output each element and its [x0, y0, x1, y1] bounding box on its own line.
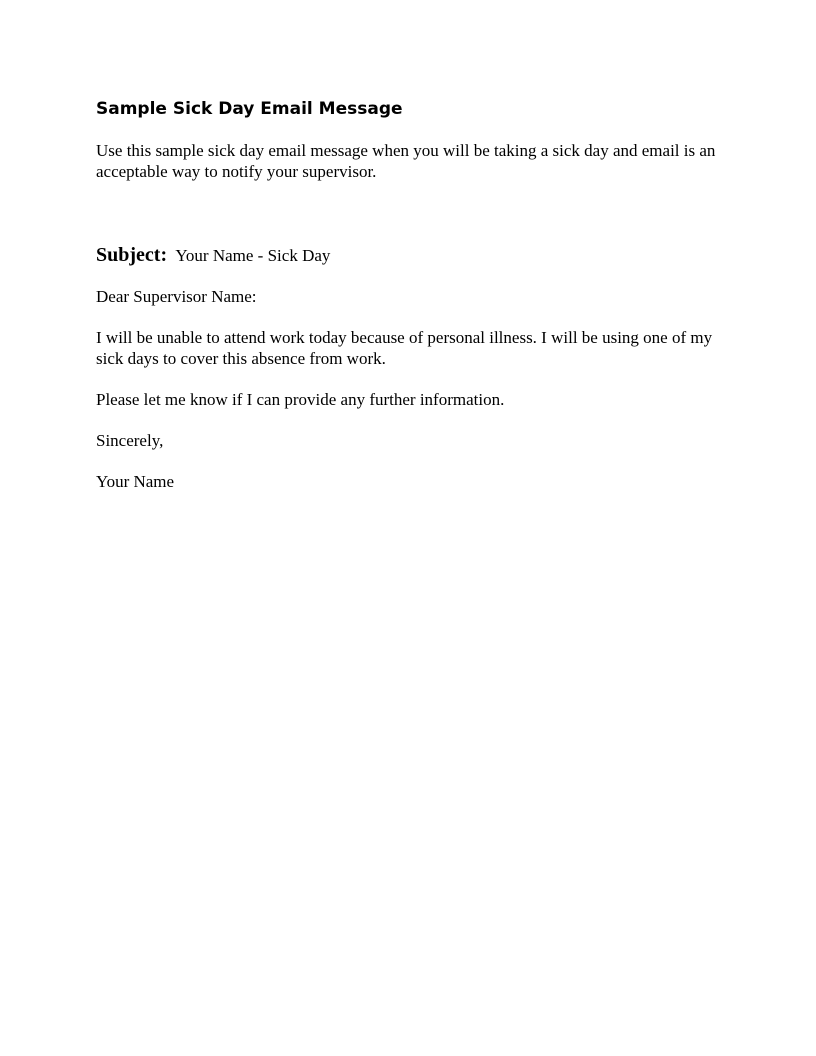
subject-label: Subject: [96, 244, 168, 266]
subject-value: Your Name - Sick Day [175, 246, 331, 265]
document-title: Sample Sick Day Email Message [96, 99, 403, 119]
email-sign-off: Sincerely, [96, 431, 164, 450]
email-closing-request: Please let me know if I can provide any further information. [96, 390, 505, 409]
email-subject-line [96, 243, 716, 268]
email-signature: Your Name [96, 472, 175, 491]
email-body-paragraph: I will be unable to attend work today because of personal illness. I will be using one of my sick days to cover this absence from work. [96, 328, 713, 368]
intro-paragraph: Use this sample sick day email message when you will be taking a sick day and email is an acceptable way to notify your supervisor. [96, 141, 716, 181]
document-content [96, 98, 716, 492]
email-greeting: Dear Supervisor Name: [96, 287, 257, 306]
